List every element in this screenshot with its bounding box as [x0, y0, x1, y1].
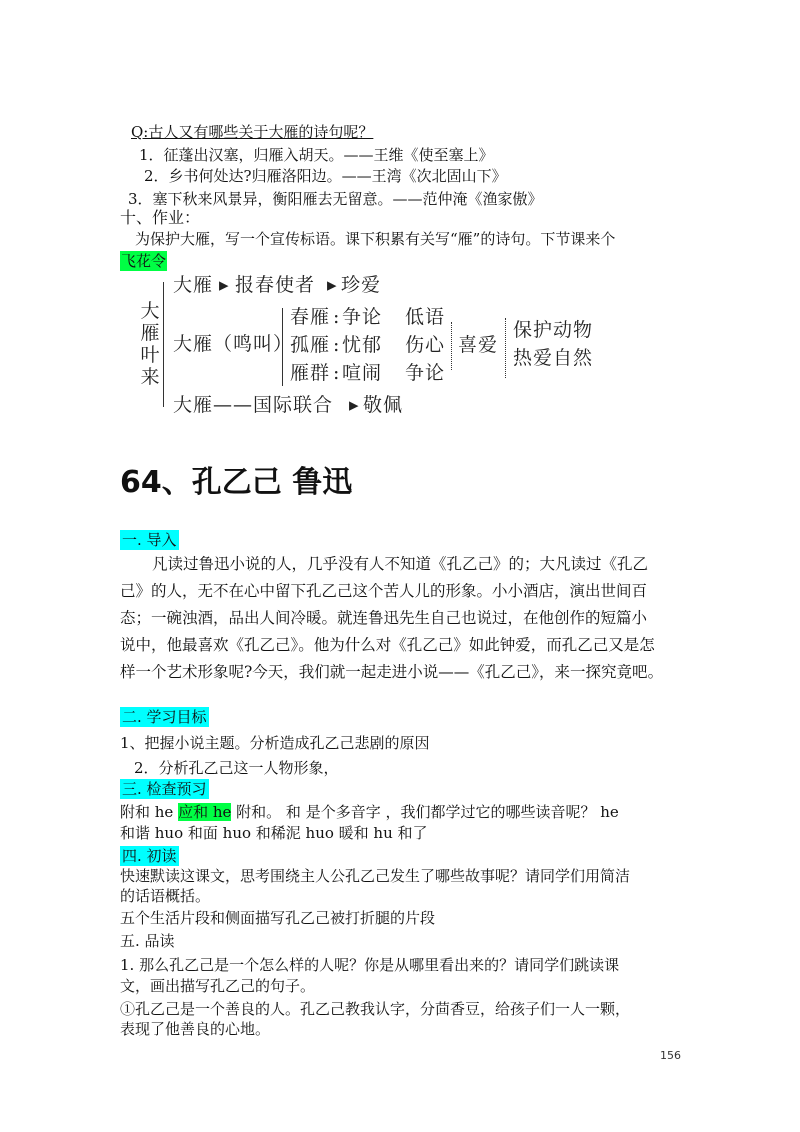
diagram-sub-brace [282, 308, 283, 386]
sub-row-a: 忧郁 [342, 334, 383, 356]
homework-highlight: 飞花令 [121, 252, 167, 270]
diagram-vertical-title: 大雁叶来 [140, 300, 160, 388]
sub-row-b: 争论 [405, 362, 446, 384]
goal-1: 1、把握小说主题。分析造成孔乙己悲剧的原因 [120, 734, 430, 752]
sub-row-a: 喧闹 [342, 362, 383, 384]
sub-row-who: 雁群 [290, 362, 331, 384]
arrow-icon: ▸ [327, 274, 338, 296]
homework-text: 为保护大雁，写一个宣传标语。课下积累有关写“雁”的诗句。下节课来个 [135, 230, 616, 248]
sub-row-a: 争论 [342, 306, 383, 328]
lesson-title: 64、孔乙己 鲁迅 [120, 465, 353, 500]
close-read-q1-line-2: 文，画出描写孔乙己的句子。 [120, 977, 316, 995]
page-number: 156 [660, 1049, 681, 1062]
diagram-row1-mid: 报春使者 [235, 274, 316, 296]
diagram-row3-left: 大雁——国际联合 [173, 394, 334, 416]
arrow-icon: ▸ [349, 394, 360, 416]
diagram-row3-right: 敬佩 [363, 394, 404, 416]
intro-line-3: 态；一碗浊酒，品出人间冷暖。就连鲁迅先生自己也说过，在他创作的短篇小 [120, 609, 648, 627]
homework-heading: 十、作业： [120, 208, 201, 227]
section-heading-preview: 三. 检查预习 [122, 780, 207, 798]
diagram-joy-brace [451, 322, 452, 370]
intro-line-2: 己》的人，无不在心中留下孔乙己这个苦人儿的形象。小小酒店，演出世间百 [120, 582, 648, 600]
diagram-conclusion-brace [505, 318, 506, 378]
sub-row-who: 春雁 [290, 306, 331, 328]
sub-row-b: 伤心 [405, 334, 446, 356]
close-read-q1-line-1: 1. 那么孔乙己是一个怎么样的人呢？你是从哪里看出来的？请同学们跳读课 [120, 956, 620, 974]
question-line: Q:古人又有哪些关于大雁的诗句呢？ [131, 123, 374, 141]
goal-2: 2．分析孔乙己这一人物形象， [134, 759, 339, 777]
diagram-conclusion-2: 热爱自然 [513, 347, 594, 369]
preview-highlight: 应和 he [178, 803, 232, 821]
sub-row-b: 低语 [405, 306, 446, 328]
first-read-line-1: 快速默读这课文，思考围绕主人公孔乙己发生了哪些故事呢？请同学们用简洁 [120, 867, 631, 885]
sub-row-who: 孤雁 [290, 334, 331, 356]
diagram-main-brace [163, 282, 164, 407]
diagram-joy: 喜爱 [458, 334, 499, 356]
diagram-row1-right: 珍爱 [341, 274, 382, 296]
first-read-line-2: 的话语概括。 [120, 887, 211, 905]
first-read-line-3: 五个生活片段和侧面描写孔乙己被打折腿的片段 [120, 909, 436, 927]
preview-line-1: 附和 he 应和 he 附和。 和 是个多音字 ，我们都学过它的哪些读音呢？ he [120, 803, 619, 821]
section-heading-first-read: 四. 初读 [122, 847, 177, 865]
close-read-a1-line-2: 表现了他善良的心地。 [120, 1020, 271, 1038]
poem-line-2: 2．乡书何处达?归雁洛阳边。——王湾《次北固山下》 [144, 167, 507, 185]
poem-line-1: 1．征蓬出汉塞，归雁入胡天。——王维《使至塞上》 [139, 146, 494, 164]
section-heading-intro: 一. 导入 [122, 531, 177, 549]
diagram-conclusion-1: 保护动物 [513, 319, 594, 341]
arrow-icon: ▸ [219, 274, 230, 296]
diagram-row2-left: 大雁（鸣叫） [173, 333, 294, 355]
intro-line-5: 样一个艺术形象呢?今天，我们就一起走进小说——《孔乙己》，来一探究竟吧。 [120, 663, 664, 681]
intro-line-4: 说中，他最喜欢《孔乙己》。他为什么对《孔乙己》如此钟爱，而孔乙己又是怎 [120, 636, 655, 654]
preview-line-2: 和谐 huo 和面 huo 和稀泥 huo 暖和 hu 和了 [120, 824, 428, 842]
diagram-row1-left: 大雁 [173, 274, 214, 296]
section-heading-close-read: 五. 品读 [120, 932, 175, 950]
poem-line-3: 3．塞下秋来风景异，衡阳雁去无留意。——范仲淹《渔家傲》 [128, 190, 543, 208]
section-heading-goals: 二. 学习目标 [122, 708, 207, 726]
close-read-a1-line-1: ①孔乙己是一个善良的人。孔乙己教我认字，分茴香豆，给孩子们一人一颗， [120, 1000, 631, 1018]
intro-line-1: 凡读过鲁迅小说的人，几乎没有人不知道《孔乙己》的；大凡读过《孔乙 [152, 555, 649, 573]
